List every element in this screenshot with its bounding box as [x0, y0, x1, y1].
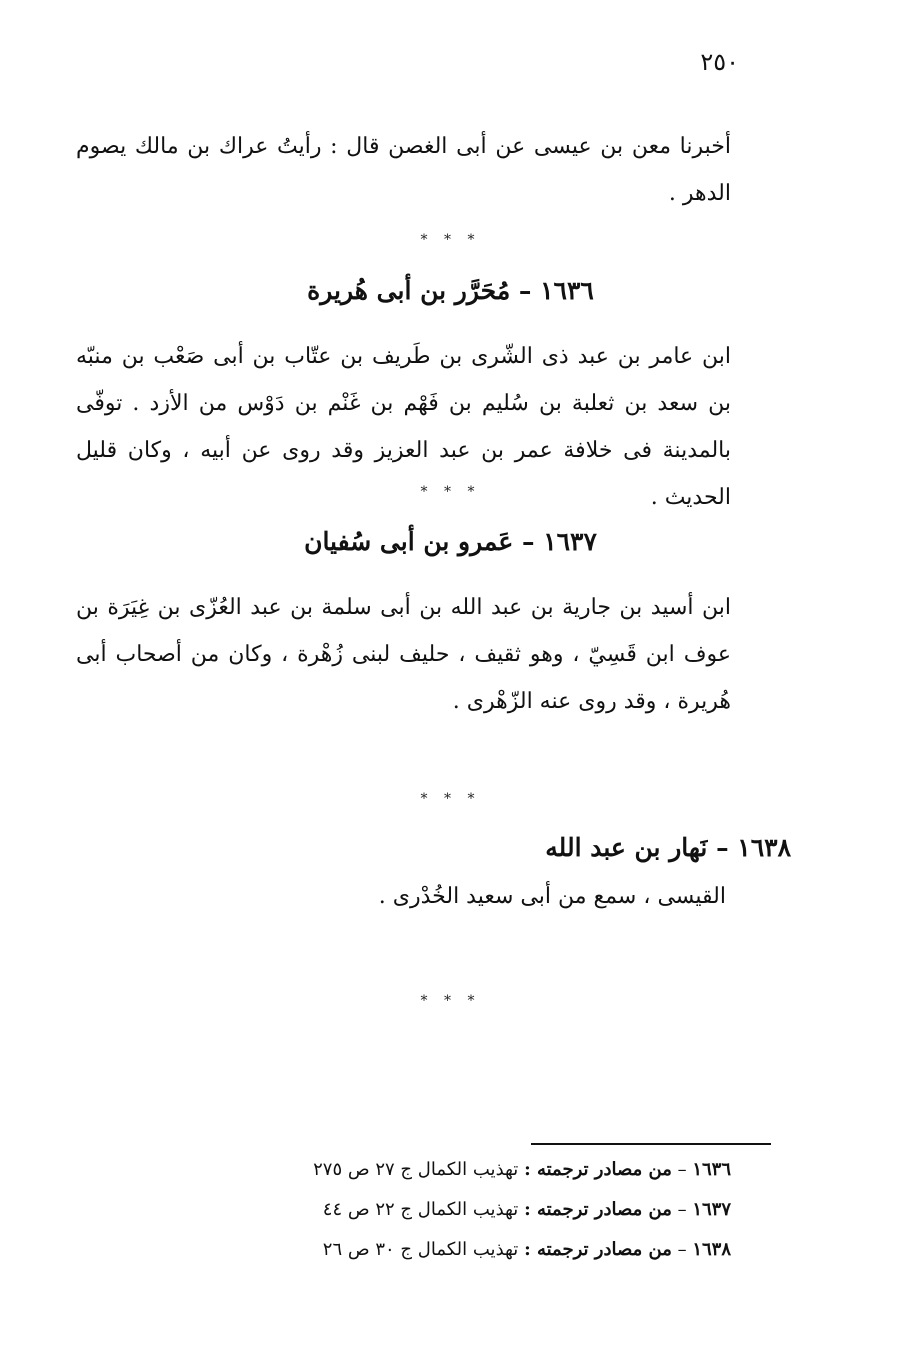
intro-paragraph: أخبرنا معن بن عيسى عن أبى الغصن قال : رأيتُ عراك بن مالك يصوم الدهر . — [76, 134, 731, 206]
footnote-1636 — [313, 1157, 731, 1183]
footnote-divider — [531, 1143, 771, 1145]
section-separator: * * * — [420, 791, 481, 807]
footnote-label: من مصادر ترجمته : — [524, 1159, 672, 1180]
footnote-1637 — [323, 1197, 731, 1223]
entry-body-1636: ابن عامر بن عبد ذى الشّرى بن طَريف بن عتّاب بن أبى صَعْب بن منبّه بن سعد بن ثعلبة بن سُليم بن فَهْم بن غَنْم بن دَوْس من الأزد . توفّى بالمدينة فى خلافة عمر بن عبد العزيز وقد روى عن أبيه ، وكان قليل الحديث . — [76, 344, 731, 510]
footnote-label: من مصادر ترجمته : — [524, 1239, 672, 1260]
entry-title-1638: ١٦٣٨ – نَهار بن عبد الله — [545, 833, 791, 862]
footnote-label: من مصادر ترجمته : — [524, 1199, 672, 1220]
section-separator: * * * — [420, 232, 481, 248]
footnote-number: ١٦٣٦ — [692, 1159, 731, 1180]
footnote-source: تهذيب الكمال ج ٣٠ ص ٢٦ — [322, 1239, 519, 1260]
footnote-1638 — [323, 1237, 731, 1263]
footnote-dash: – — [677, 1159, 687, 1180]
footnote-dash: – — [677, 1239, 687, 1260]
entry-title-1637: ١٦٣٧ – عَمرو بن أبى سُفيان — [304, 527, 597, 556]
entry-title-1636: ١٦٣٦ – مُحَرَّر بن أبى هُريرة — [307, 276, 594, 305]
footnote-source: تهذيب الكمال ج ٢٢ ص ٤٤ — [322, 1199, 519, 1220]
footnote-dash: – — [677, 1199, 687, 1220]
section-separator: * * * — [420, 484, 481, 500]
section-separator: * * * — [420, 993, 481, 1009]
entry-body-1638: القيسى ، سمع من أبى سعيد الخُدْرى . — [378, 884, 726, 909]
footnote-number: ١٦٣٧ — [692, 1199, 731, 1220]
entry-body-1637: ابن أسيد بن جارية بن عبد الله بن أبى سلمة بن عبد العُزّى بن غِيَرَة بن عوف ابن قَسِيّ ، وهو ثقيف ، حليف لبنى زُهْرة ، وكان من أصحاب أبى هُريرة ، وقد روى عنه الزّهْرى . — [76, 595, 731, 714]
page-number: ٢٥٠ — [700, 48, 739, 76]
footnote-source: تهذيب الكمال ج ٢٧ ص ٢٧٥ — [313, 1159, 519, 1180]
footnote-number: ١٦٣٨ — [692, 1239, 731, 1260]
